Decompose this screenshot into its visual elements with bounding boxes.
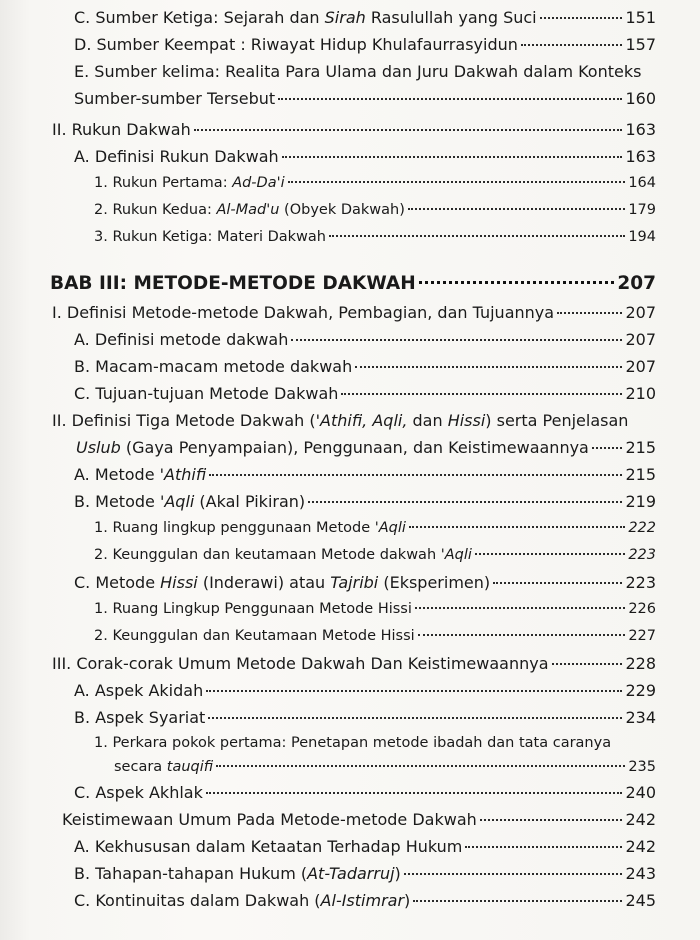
- toc-entry-italic: Al-Mad'u: [216, 202, 280, 218]
- toc-entry-title: B. Macam-macam metode dakwah: [74, 357, 353, 376]
- toc-entry-title: C. Sumber Ketiga: Sejarah dan: [74, 8, 325, 27]
- toc-entry: [50, 143, 656, 170]
- leader-dots: [216, 765, 625, 767]
- toc-page-number: 242: [625, 837, 656, 856]
- toc-page-number: 242: [625, 810, 656, 829]
- toc-page-number: 227: [628, 628, 656, 644]
- leader-dots: [206, 690, 622, 692]
- toc-page-number: 179: [628, 202, 656, 218]
- toc-page-number: 223: [625, 573, 656, 592]
- toc-page-number: 194: [628, 229, 656, 245]
- toc-entry: [50, 380, 656, 407]
- toc-page-number: 151: [625, 8, 656, 27]
- toc-page-number: 219: [625, 492, 656, 511]
- toc-entry: [50, 779, 656, 806]
- toc-page-number: 164: [628, 175, 656, 191]
- leader-dots: [557, 312, 622, 314]
- toc-entry-title: Sumber-sumber Tersebut: [74, 89, 276, 108]
- toc-entry: [50, 596, 656, 623]
- toc-entry-italic: 'Aqli: [374, 520, 406, 536]
- toc-entry-title: A. Metode: [74, 465, 160, 484]
- toc-entry: [50, 488, 656, 515]
- toc-entry-title: I. Definisi Metode-metode Dakwah, Pembagian, dan Tujuannya: [52, 303, 555, 322]
- chapter-title: BAB III: METODE-METODE DAKWAH: [50, 273, 416, 294]
- toc-page-number: 223: [628, 547, 656, 563]
- toc-page-number: 245: [625, 891, 656, 910]
- toc-entry-title: 1. Rukun Pertama:: [94, 175, 233, 191]
- toc-page-number: 160: [625, 89, 656, 108]
- leader-dots: [404, 873, 623, 875]
- toc-entry-title: II. Rukun Dakwah: [52, 120, 191, 139]
- leader-dots: [413, 900, 622, 902]
- toc-entry-title: 1. Ruang lingkup penggunaan Metode: [94, 520, 375, 536]
- toc-entry: [50, 755, 656, 779]
- leader-dots: [288, 181, 626, 183]
- leader-dots: [308, 501, 622, 503]
- leader-dots: [278, 98, 622, 100]
- toc-page-number: 234: [625, 708, 656, 727]
- leader-dots: [415, 607, 625, 609]
- toc-entry-title: (Gaya Penyampaian), Penggunaan, dan Keistimewaannya: [120, 438, 589, 457]
- toc-entry-title: B. Metode: [74, 492, 160, 511]
- toc-entry-title: III. Corak-corak Umum Metode Dakwah Dan Keistimewaannya: [52, 654, 549, 673]
- toc-entry: [50, 31, 656, 58]
- leader-dots: [208, 717, 622, 719]
- toc-page-number: 215: [625, 438, 656, 457]
- toc-entry-title: A. Definisi Rukun Dakwah: [74, 147, 279, 166]
- toc-entry-italic: Al-Istimrar: [320, 891, 405, 910]
- toc-entry: [50, 170, 656, 197]
- leader-dots: [282, 156, 623, 158]
- toc-entry-title: C. Tujuan-tujuan Metode Dakwah: [74, 384, 339, 403]
- toc-page-number: 235: [628, 759, 656, 775]
- toc-entry: [50, 860, 656, 887]
- toc-entry-italic: 'Aqli: [440, 547, 472, 563]
- toc-entry-italic: Tajribi: [330, 573, 379, 592]
- toc-entry-title: A. Kekhususan dalam Ketaatan Terhadap Hukum: [74, 837, 463, 856]
- toc-entry: [50, 515, 656, 542]
- leader-dots: [291, 339, 622, 341]
- toc-entry-title: (Akal Pikiran): [194, 492, 306, 511]
- toc-entry-title: 1. Ruang Lingkup Penggunaan Metode Hissi: [94, 601, 412, 617]
- chapter-heading: [50, 269, 656, 299]
- leader-dots: [521, 44, 623, 46]
- toc-page-number: 207: [625, 303, 656, 322]
- toc-page-number: 207: [625, 357, 656, 376]
- toc-entry-title: Keistimewaan Umum Pada Metode-metode Dakwah: [62, 810, 477, 829]
- leader-dots: [341, 393, 622, 395]
- toc-page-number: 222: [628, 520, 656, 536]
- toc-page-number: 210: [625, 384, 656, 403]
- toc-entry-title: C. Aspek Akhlak: [74, 783, 203, 802]
- toc-page-number: 229: [625, 681, 656, 700]
- leader-dots: [355, 366, 622, 368]
- leader-dots: [480, 819, 623, 821]
- toc-page-number: 157: [625, 35, 656, 54]
- toc-entry: [50, 833, 656, 860]
- toc-entry: [50, 197, 656, 224]
- toc-page-number: 207: [617, 273, 656, 294]
- toc-page-number: 243: [625, 864, 656, 883]
- toc-entry-italic: 'Athifi, Aqli,: [315, 411, 408, 430]
- toc-entry-title: ): [394, 864, 401, 883]
- toc-entry-italic: 'Aqli: [159, 492, 195, 511]
- toc-entry-title: 2. Keunggulan dan Keutamaan Metode Hissi: [94, 628, 415, 644]
- table-of-contents: [50, 0, 656, 914]
- leader-dots: [408, 208, 625, 210]
- toc-entry: [50, 4, 656, 31]
- toc-entry: [50, 224, 656, 251]
- toc-entry: [50, 434, 656, 461]
- toc-entry-italic: tauqifi: [166, 759, 214, 775]
- toc-entry-line: [50, 407, 656, 434]
- toc-entry: [50, 650, 656, 677]
- toc-entry-title: (Eksperimen): [378, 573, 491, 592]
- leader-dots: [493, 582, 622, 584]
- toc-entry-title: A. Aspek Akidah: [74, 681, 204, 700]
- toc-entry-italic: Uslub: [76, 438, 121, 457]
- toc-entry-title: D. Sumber Keempat : Riwayat Hidup Khulafaurrasyidun: [74, 35, 518, 54]
- leader-dots: [592, 447, 623, 449]
- toc-entry-title: 2. Rukun Kedua:: [94, 202, 217, 218]
- toc-entry-title: C. Kontinuitas dalam Dakwah (: [74, 891, 321, 910]
- toc-entry-italic: Hissi: [160, 573, 198, 592]
- leader-dots: [540, 17, 623, 19]
- toc-entry-title: ) serta Penjelasan: [485, 411, 629, 430]
- toc-entry: [50, 353, 656, 380]
- toc-entry: [50, 85, 656, 112]
- toc-entry: [50, 677, 656, 704]
- leader-dots: [418, 634, 626, 636]
- leader-dots: [552, 663, 623, 665]
- toc-page-number: 163: [625, 147, 656, 166]
- toc-entry: [50, 806, 656, 833]
- toc-entry-italic: Hissi: [447, 411, 486, 430]
- toc-entry-line: E. Sumber kelima: Realita Para Ulama dan Juru Dakwah dalam Konteks: [74, 62, 642, 81]
- toc-entry: [50, 326, 656, 353]
- toc-entry-line: 1. Perkara pokok pertama: Penetapan metode ibadah dan tata caranya: [94, 735, 612, 751]
- toc-entry-italic: Ad-Da'i: [232, 175, 285, 191]
- toc-entry-title: (Obyek Dakwah): [279, 202, 405, 218]
- toc-entry: [50, 461, 656, 488]
- toc-page-number: 240: [625, 783, 656, 802]
- toc-entry: [50, 623, 656, 650]
- toc-page-number: 215: [625, 465, 656, 484]
- toc-entry: [50, 116, 656, 143]
- leader-dots: [194, 129, 623, 131]
- toc-entry: [50, 704, 656, 731]
- toc-page-number: 226: [628, 601, 656, 617]
- toc-entry: [50, 542, 656, 569]
- toc-entry-title: secara: [114, 759, 167, 775]
- toc-page-number: 163: [625, 120, 656, 139]
- toc-entry-italic: 'Athifi: [159, 465, 207, 484]
- toc-entry-title: B. Tahapan-tahapan Hukum (: [74, 864, 308, 883]
- toc-entry-title: Rasulullah yang Suci: [365, 8, 537, 27]
- toc-entry-title: ): [404, 891, 411, 910]
- toc-entry: [50, 887, 656, 914]
- toc-page-number: 207: [625, 330, 656, 349]
- leader-dots: [475, 553, 625, 555]
- toc-entry-title: C. Metode: [74, 573, 161, 592]
- toc-entry: [50, 299, 656, 326]
- toc-entry-title: dan: [407, 411, 448, 430]
- toc-entry-italic: At-Tadarruj: [307, 864, 395, 883]
- toc-entry: [50, 569, 656, 596]
- leader-dots: [329, 235, 625, 237]
- toc-entry-title: A. Definisi metode dakwah: [74, 330, 289, 349]
- leader-dots: [206, 792, 623, 794]
- toc-entry-title: 2. Keunggulan dan keutamaan Metode dakwah: [94, 547, 441, 563]
- leader-dots: [409, 526, 625, 528]
- toc-entry-title: II. Definisi Tiga Metode Dakwah (: [52, 411, 316, 430]
- leader-dots: [465, 846, 622, 848]
- leader-dots: [419, 281, 615, 284]
- toc-entry-italic: Sirah: [324, 8, 366, 27]
- leader-dots: [209, 474, 622, 476]
- toc-entry-title: (Inderawi) atau: [197, 573, 331, 592]
- toc-entry-title: 3. Rukun Ketiga: Materi Dakwah: [94, 229, 326, 245]
- toc-page-number: 228: [625, 654, 656, 673]
- toc-entry-title: B. Aspek Syariat: [74, 708, 206, 727]
